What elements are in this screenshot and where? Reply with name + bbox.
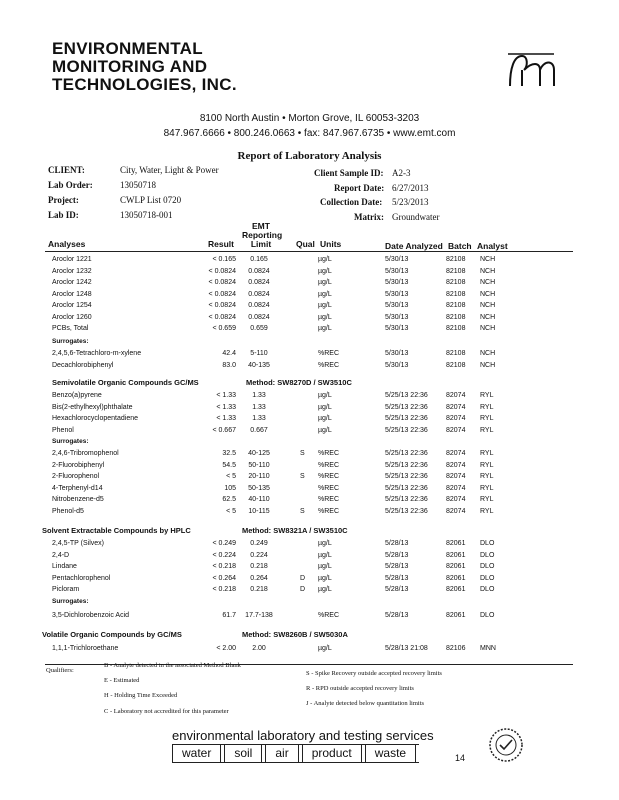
collection-date-value: 5/23/2013 [392, 197, 429, 207]
qualifier-r: R - RPD outside accepted recovery limits [306, 685, 414, 692]
units-cell: µg/L [318, 392, 332, 399]
result-cell: 105 [224, 484, 236, 492]
units-cell: µg/L [318, 586, 332, 593]
qual-cell: S [300, 473, 305, 480]
col-result: Result [208, 239, 234, 249]
units-cell: %REC [318, 484, 340, 492]
analyte-cell: Aroclor 1254 [52, 302, 92, 309]
analyst-cell: RYL [480, 426, 494, 434]
footer-tagline: environmental laboratory and testing services [172, 728, 434, 743]
analyte-cell: 2,4-D [52, 551, 70, 559]
table-row [0, 563, 619, 574]
units-cell: µg/L [318, 645, 332, 652]
limit-cell: 0.218 [250, 563, 268, 570]
table-row [0, 540, 619, 551]
col-limit: EMT Reporting Limit [242, 221, 283, 249]
limit-cell: 5-110 [250, 349, 268, 357]
contact-line: 847.967.6666 • 800.246.0663 • fax: 847.967.6735 • www.emt.com [163, 128, 456, 139]
analyte-cell: Picloram [52, 586, 80, 593]
result-cell: < 0.165 [212, 256, 236, 263]
table-row [0, 552, 619, 563]
col-units: Units [320, 239, 342, 249]
batch-cell: 82061 [446, 574, 466, 582]
result-cell: < 0.667 [212, 426, 236, 434]
units-cell: µg/L [318, 290, 332, 298]
project-value: CWLP List 0720 [120, 195, 182, 205]
table-row [0, 314, 619, 325]
company-address [0, 111, 619, 141]
units-cell: µg/L [318, 313, 332, 321]
col-date: Date Analyzed [385, 241, 443, 251]
footer-categories [172, 744, 419, 763]
units-cell: µg/L [318, 563, 332, 570]
table-row [0, 404, 619, 415]
analyte-cell: Benzo(a)pyrene [52, 392, 102, 399]
analyst-cell: RYL [480, 403, 494, 411]
batch-cell: 82108 [446, 361, 466, 369]
analyte-cell: 2,4,5,6-Tetrachloro-m-xylene [52, 349, 142, 357]
qualifier-c: C - Laboratory not accredited for this parameter [104, 708, 229, 715]
analyte-cell: 1,1,1-Trichloroethane [52, 645, 119, 652]
analyte-cell: Aroclor 1260 [52, 313, 92, 321]
units-cell: µg/L [318, 551, 332, 559]
batch-cell: 82074 [446, 415, 466, 422]
units-cell: µg/L [318, 279, 332, 286]
limit-cell: 10-115 [248, 507, 270, 515]
header-rule [45, 251, 573, 252]
batch-cell: 82061 [446, 551, 466, 559]
date-cell: 5/25/13 22:36 [385, 403, 428, 411]
limit-cell: 0.249 [250, 540, 268, 547]
date-cell: 5/25/13 22:36 [385, 484, 428, 492]
category-air: air [265, 745, 298, 762]
report-date-value: 6/27/2013 [392, 183, 429, 193]
volatile-method: Method: SW8260B / SW5030A [242, 630, 348, 639]
table-row [0, 362, 619, 373]
table-row [0, 291, 619, 302]
date-cell: 5/30/13 [385, 302, 409, 309]
qualifiers-label: Qualifiers: [46, 667, 74, 674]
batch-cell: 82108 [446, 302, 466, 309]
analyte-cell: Nitrobenzene-d5 [52, 496, 104, 503]
analyst-cell: MNN [480, 645, 496, 652]
date-cell: 5/30/13 [385, 325, 409, 332]
analyst-cell: RYL [480, 507, 494, 515]
batch-cell: 82108 [446, 349, 466, 357]
date-cell: 5/25/13 22:36 [385, 392, 428, 399]
analyte-cell: 3,5-Dichlorobenzoic Acid [52, 611, 130, 619]
date-cell: 5/30/13 [385, 349, 409, 357]
date-cell: 5/28/13 [385, 563, 409, 570]
matrix-value: Groundwater [392, 212, 440, 222]
col-analyst: Analyst [477, 241, 508, 251]
result-cell: < 0.0824 [208, 290, 236, 298]
qualifier-e: E - Estimated [104, 677, 140, 684]
units-cell: %REC [318, 507, 340, 515]
analyte-cell: 2-Fluorobiphenyl [52, 461, 105, 469]
limit-cell: 0.0824 [248, 279, 270, 286]
date-cell: 5/25/13 22:36 [385, 461, 428, 469]
collection-date-label: Collection Date: [320, 197, 383, 207]
analyte-cell: Bis(2-ethylhexyl)phthalate [52, 403, 133, 411]
date-cell: 5/25/13 22:36 [385, 426, 428, 434]
analyst-cell: RYL [480, 496, 494, 503]
result-cell: < 0.218 [212, 563, 236, 570]
address-line: 8100 North Austin • Morton Grove, IL 60053-3203 [199, 113, 420, 124]
lab-id-label: Lab ID: [48, 210, 79, 220]
units-cell: %REC [318, 349, 340, 357]
hplc-method: Method: SW8321A / SW3510C [242, 526, 348, 535]
date-cell: 5/25/13 22:36 [385, 450, 428, 457]
analyst-cell: DLO [480, 540, 495, 547]
date-cell: 5/30/13 [385, 361, 409, 369]
table-row [0, 256, 619, 267]
limit-cell: 0.0824 [248, 290, 270, 298]
category-waste: waste [365, 745, 416, 762]
table-row [0, 415, 619, 426]
result-cell: < 0.249 [212, 540, 236, 547]
batch-cell: 82061 [446, 540, 466, 547]
analyst-cell: NCH [480, 256, 496, 263]
result-cell: < 0.0824 [208, 279, 236, 286]
semivolatile-method: Method: SW8270D / SW3510C [246, 378, 352, 387]
limit-cell: 0.264 [250, 574, 268, 582]
date-cell: 5/30/13 [385, 279, 409, 286]
limit-cell: 0.224 [250, 551, 268, 559]
analyte-cell: Lindane [52, 563, 77, 570]
batch-cell: 82108 [446, 325, 466, 332]
result-cell: < 0.0824 [208, 267, 236, 275]
units-cell: µg/L [318, 256, 332, 263]
analyte-cell: 2,4,6-Tribromophenol [52, 450, 119, 457]
batch-cell: 82074 [446, 392, 466, 399]
limit-cell: 0.0824 [248, 267, 270, 275]
analyte-cell: 2-Fluorophenol [52, 473, 100, 480]
client-value: City, Water, Light & Power [120, 165, 219, 175]
units-cell: µg/L [318, 267, 332, 275]
date-cell: 5/28/13 [385, 574, 409, 582]
table-row [0, 302, 619, 313]
result-cell: < 0.218 [212, 586, 236, 593]
units-cell: %REC [318, 473, 340, 480]
date-cell: 5/30/13 [385, 256, 409, 263]
table-row [0, 508, 619, 519]
limit-cell: 20-110 [248, 473, 270, 480]
lab-order-label: Lab Order: [48, 180, 93, 190]
qual-cell: S [300, 507, 305, 515]
analyst-cell: RYL [480, 484, 494, 492]
batch-cell: 82108 [446, 290, 466, 298]
batch-cell: 82061 [446, 586, 466, 593]
hplc-section-title: Solvent Extractable Compounds by HPLC [42, 526, 191, 535]
date-cell: 5/28/13 [385, 586, 409, 593]
batch-cell: 82074 [446, 450, 466, 457]
qual-cell: D [300, 586, 306, 593]
units-cell: µg/L [318, 540, 332, 547]
analyst-cell: DLO [480, 586, 495, 593]
date-cell: 5/28/13 [385, 540, 409, 547]
project-label: Project: [48, 195, 79, 205]
analyst-cell: NCH [480, 279, 496, 286]
batch-cell: 82108 [446, 313, 466, 321]
table-row [0, 350, 619, 361]
result-cell: 62.5 [222, 496, 236, 503]
qualifier-h: H - Holding Time Exceeded [104, 692, 178, 699]
analyte-cell: Phenol-d5 [52, 507, 84, 515]
limit-cell: 40-135 [248, 361, 270, 369]
analyst-cell: RYL [480, 450, 494, 457]
units-cell: %REC [318, 496, 340, 503]
hplc-surrogates-label: Surrogates: [52, 597, 89, 605]
result-cell: < 0.0824 [208, 302, 236, 309]
qualifier-j: J - Analyte detected below quantitation limits [306, 700, 425, 707]
analyte-cell: PCBs, Total [52, 325, 89, 332]
batch-cell: 82074 [446, 403, 466, 411]
analyst-cell: RYL [480, 392, 494, 399]
result-cell: < 0.659 [212, 325, 236, 332]
qual-cell: D [300, 574, 306, 582]
limit-cell: 0.659 [250, 325, 268, 332]
date-cell: 5/25/13 22:36 [385, 507, 428, 515]
volatile-section-title: Volatile Organic Compounds by GC/MS [42, 630, 182, 639]
date-cell: 5/25/13 22:36 [385, 496, 428, 503]
limit-cell: 17.7-138 [245, 611, 273, 619]
analyte-cell: Aroclor 1221 [52, 256, 92, 263]
batch-cell: 82074 [446, 473, 466, 480]
page-number: 14 [455, 753, 466, 763]
analyst-cell: RYL [480, 415, 494, 422]
analyte-cell: 4-Terphenyl-d14 [52, 484, 103, 492]
limit-cell: 0.667 [250, 426, 268, 434]
sample-id-label: Client Sample ID: [314, 168, 384, 178]
units-cell: %REC [318, 611, 340, 619]
date-cell: 5/30/13 [385, 290, 409, 298]
units-cell: µg/L [318, 415, 332, 422]
limit-cell: 0.165 [250, 256, 268, 263]
limit-cell: 40-110 [248, 496, 270, 503]
date-cell: 5/30/13 [385, 313, 409, 321]
result-cell: 32.5 [222, 450, 236, 457]
table-row [0, 279, 619, 290]
limit-cell: 0.0824 [248, 302, 270, 309]
table-row [0, 612, 619, 623]
analyte-cell: Aroclor 1248 [52, 290, 92, 298]
analyst-cell: RYL [480, 473, 494, 480]
batch-cell: 82074 [446, 496, 466, 503]
table-row [0, 325, 619, 336]
analyte-cell: Aroclor 1242 [52, 279, 92, 286]
batch-cell: 82061 [446, 611, 466, 619]
company-name [52, 40, 237, 94]
table-row [0, 586, 619, 597]
table-row [0, 575, 619, 586]
date-cell: 5/25/13 22:36 [385, 473, 428, 480]
analyst-cell: DLO [480, 611, 495, 619]
analyte-cell: Phenol [52, 426, 74, 434]
date-cell: 5/28/13 [385, 611, 409, 619]
pcb-surrogates-label: Surrogates: [52, 337, 89, 345]
semivolatile-surrogates-label: Surrogates: [52, 438, 89, 445]
limit-cell: 1.33 [252, 403, 266, 411]
result-cell: < 1.33 [216, 415, 236, 422]
table-row [0, 427, 619, 438]
col-qual: Qual [296, 239, 315, 249]
table-row [0, 450, 619, 461]
col-batch: Batch [448, 241, 472, 251]
lab-id-value: 13050718-001 [120, 210, 173, 220]
units-cell: %REC [318, 450, 340, 457]
table-row [0, 496, 619, 507]
table-row [0, 645, 619, 656]
batch-cell: 82106 [446, 645, 466, 652]
result-cell: 61.7 [222, 611, 236, 619]
category-soil: soil [224, 745, 262, 762]
result-cell: 83.0 [222, 361, 236, 369]
batch-cell: 82108 [446, 256, 466, 263]
result-cell: < 0.224 [212, 551, 236, 559]
analyst-cell: DLO [480, 551, 495, 559]
analyst-cell: DLO [480, 574, 495, 582]
company-name-line-1: ENVIRONMENTAL [52, 39, 203, 58]
analyst-cell: NCH [480, 325, 496, 332]
limit-cell: 0.0824 [248, 313, 270, 321]
batch-cell: 82074 [446, 426, 466, 434]
result-cell: < 2.00 [216, 645, 236, 652]
result-cell: < 0.0824 [208, 313, 236, 321]
analyst-cell: NCH [480, 290, 496, 298]
company-name-line-2: MONITORING AND [52, 57, 208, 76]
category-product: product [302, 745, 362, 762]
limit-cell: 0.218 [250, 586, 268, 593]
analyst-cell: RYL [480, 461, 494, 469]
analyte-cell: Decachlorobiphenyl [52, 361, 114, 369]
lab-order-value: 13050718 [120, 180, 156, 190]
date-cell: 5/25/13 22:36 [385, 415, 428, 422]
batch-cell: 82074 [446, 484, 466, 492]
units-cell: µg/L [318, 426, 332, 434]
date-cell: 5/30/13 [385, 267, 409, 275]
col-analyses: Analyses [48, 239, 86, 249]
matrix-label: Matrix: [354, 212, 384, 222]
report-date-label: Report Date: [334, 183, 385, 193]
limit-cell: 2.00 [252, 645, 266, 652]
batch-cell: 82074 [446, 507, 466, 515]
analyte-cell: Aroclor 1232 [52, 267, 92, 275]
result-cell: < 5 [226, 507, 236, 515]
analyte-cell: 2,4,5-TP (Silvex) [52, 540, 104, 547]
sample-id-value: A2-3 [392, 168, 411, 178]
batch-cell: 82074 [446, 461, 466, 469]
result-cell: 42.4 [222, 349, 236, 357]
report-title: Report of Laboratory Analysis [237, 150, 382, 162]
batch-cell: 82108 [446, 279, 466, 286]
table-row [0, 462, 619, 473]
semivolatile-section-title: Semivolatile Organic Compounds GC/MS [52, 378, 199, 387]
limit-cell: 50-135 [248, 484, 270, 492]
emt-logo [504, 48, 558, 88]
date-cell: 5/28/13 [385, 551, 409, 559]
result-cell: < 1.33 [216, 392, 236, 399]
units-cell: %REC [318, 461, 340, 469]
limit-cell: 50-110 [248, 461, 270, 469]
limit-cell: 1.33 [252, 392, 266, 399]
accreditation-seal-icon [488, 727, 524, 763]
limit-cell: 1.33 [252, 415, 266, 422]
analyte-cell: Pentachlorophenol [52, 574, 111, 582]
limit-cell: 40-125 [248, 450, 270, 457]
table-row [0, 392, 619, 403]
result-cell: < 1.33 [216, 403, 236, 411]
qual-cell: S [300, 450, 305, 457]
analyst-cell: DLO [480, 563, 495, 570]
date-cell: 5/28/13 21:08 [385, 645, 428, 652]
table-row [0, 268, 619, 279]
table-row [0, 473, 619, 484]
analyte-cell: Hexachlorocyclopentadiene [52, 415, 138, 422]
table-row [0, 485, 619, 496]
analyst-cell: NCH [480, 349, 496, 357]
result-cell: 54.5 [222, 461, 236, 469]
analyst-cell: NCH [480, 313, 496, 321]
analyst-cell: NCH [480, 267, 496, 275]
client-label: CLIENT: [48, 165, 85, 175]
batch-cell: 82108 [446, 267, 466, 275]
units-cell: µg/L [318, 403, 332, 411]
qualifier-b: B - Analyte detected in the associated Method Blank [104, 662, 241, 669]
category-water: water [172, 745, 221, 762]
units-cell: µg/L [318, 325, 332, 332]
company-name-line-3: TECHNOLOGIES, INC. [52, 75, 237, 94]
result-cell: < 0.264 [212, 574, 236, 582]
units-cell: %REC [318, 361, 340, 369]
analyst-cell: NCH [480, 361, 496, 369]
units-cell: µg/L [318, 302, 332, 309]
qualifier-s: S - Spike Recovery outside accepted recovery limits [306, 670, 442, 677]
result-cell: < 5 [226, 473, 236, 480]
batch-cell: 82061 [446, 563, 466, 570]
units-cell: µg/L [318, 574, 332, 582]
analyst-cell: NCH [480, 302, 496, 309]
